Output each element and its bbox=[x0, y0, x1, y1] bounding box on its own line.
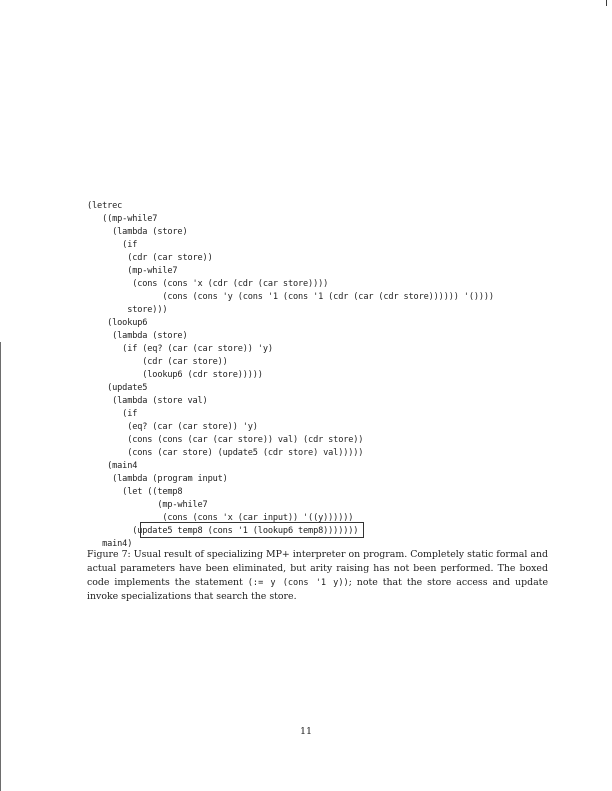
code-line: (lookup6 bbox=[87, 318, 148, 328]
code-line: (update5 temp8 (cons '1 (lookup6 temp8))))))) bbox=[87, 526, 359, 536]
code-line: (if bbox=[87, 409, 138, 419]
code-line: ((mp-while7 bbox=[87, 214, 158, 224]
code-line: (lambda (store) bbox=[87, 331, 188, 341]
page-number: 11 bbox=[299, 726, 313, 737]
code-line: (cons (cons 'y (cons '1 (cons '1 (cdr (car (cdr store)))))) '()))) bbox=[87, 292, 494, 302]
corner-crop-mark bbox=[606, 0, 607, 6]
boxed-code-highlight bbox=[140, 522, 364, 538]
code-line: (if bbox=[87, 240, 138, 250]
code-line: (cons (cons (car (car store)) val) (cdr store)) bbox=[87, 435, 364, 445]
code-line: (lambda (store) bbox=[87, 227, 188, 237]
code-line: (cons (cons 'x (cdr (cdr (car store)))) bbox=[87, 279, 329, 289]
code-line: (cdr (car store)) bbox=[87, 357, 228, 367]
code-line: (mp-while7 bbox=[87, 500, 208, 510]
code-line: (mp-while7 bbox=[87, 266, 178, 276]
code-line: (update5 bbox=[87, 383, 148, 393]
code-line: (if (eq? (car (car store)) 'y) bbox=[87, 344, 273, 354]
code-line: (main4 bbox=[87, 461, 138, 471]
code-line: (letrec bbox=[87, 201, 123, 211]
caption-statement-code: (:= y (cons '1 y)) bbox=[247, 578, 349, 588]
code-line: (lambda (store val) bbox=[87, 396, 208, 406]
code-line: (cdr (car store)) bbox=[87, 253, 213, 263]
code-line: (cons (car store) (update5 (cdr store) val))))) bbox=[87, 448, 364, 458]
code-line: (let ((temp8 bbox=[87, 487, 183, 497]
caption-text-end: ; note that the store access and update invoke specializations that search the store. bbox=[87, 577, 548, 602]
code-line: store))) bbox=[87, 305, 168, 315]
code-line: (lookup6 (cdr store))))) bbox=[87, 370, 263, 380]
figure-caption bbox=[87, 548, 548, 604]
code-line: (cons (cons 'x (car input)) '((y)))))) bbox=[87, 513, 354, 523]
code-line: main4) bbox=[87, 539, 133, 549]
caption-text: Figure 7: Usual result of specializing MP+ interpreter on program. Completely static formal and actual parameters have been eliminated, but arity raising has not been performed. The boxed code implements the statement bbox=[87, 549, 548, 588]
left-margin-rule bbox=[0, 342, 1, 791]
code-line: (eq? (car (car store)) 'y) bbox=[87, 422, 258, 432]
code-line: (lambda (program input) bbox=[87, 474, 228, 484]
